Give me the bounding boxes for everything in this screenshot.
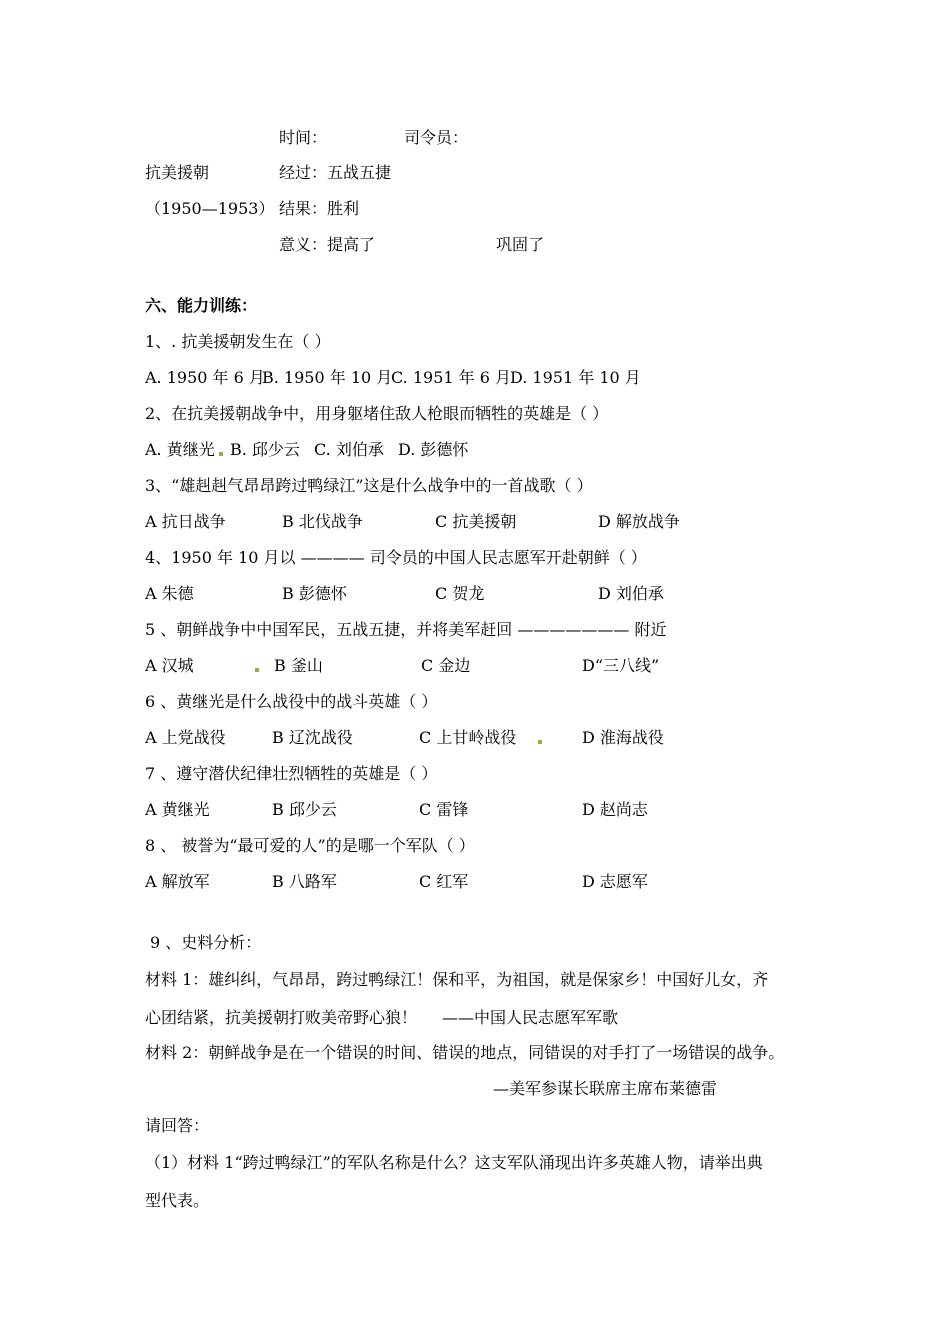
- question-9-1-line-1: （1）材料 1“跨过鸭绿江”的军队名称是什么？这支军队涌现出许多英雄人物，请举出典: [145, 1153, 763, 1172]
- stray-mark: [219, 452, 223, 456]
- q2-option-b: B. 邱少云: [230, 440, 300, 459]
- q1-option-d: D. 1951 年 10 月: [510, 368, 641, 387]
- topic-label: 抗美援朝: [145, 163, 210, 182]
- q7-option-d: D 赵尚志: [582, 800, 648, 819]
- q5-option-c: C 金边: [421, 656, 471, 675]
- answer-prompt: 请回答：: [145, 1116, 210, 1135]
- q4-option-a: A 朱德: [145, 584, 194, 603]
- question-3: 3、“雄赳赳气昂昂跨过鸭绿江”这是什么战争中的一首战歌（ ）: [145, 476, 593, 495]
- q1-option-a: A. 1950 年 6 月: [145, 368, 265, 387]
- material-1-line-1: 材料 1：雄纠纠，气昂昂，跨过鸭绿江！保和平，为祖国，就是保家乡！中国好儿女，齐: [145, 970, 769, 989]
- q7-option-c: C 雷锋: [419, 800, 469, 819]
- meaning-label-2: 巩固了: [496, 235, 545, 254]
- q1-option-b: B. 1950 年 10 月: [262, 368, 393, 387]
- q4-option-b: B 彭德怀: [282, 584, 347, 603]
- q5-option-a: A 汉城: [145, 656, 194, 675]
- years-label: （1950—1953）: [145, 199, 275, 218]
- material-2-line-1: 材料 2：朝鲜战争是在一个错误的时间、错误的地点，同错误的对手打了一场错误的战争。: [145, 1043, 785, 1062]
- q8-option-b: B 八路军: [272, 872, 337, 891]
- q3-option-a: A 抗日战争: [145, 512, 226, 531]
- analysis-title: 9 、史料分析：: [150, 933, 262, 952]
- q5-option-d: D“三八线”: [582, 656, 660, 675]
- q6-option-d: D 淮海战役: [582, 728, 664, 747]
- q4-option-d: D 刘伯承: [598, 584, 664, 603]
- stray-mark: [255, 668, 259, 672]
- material-2-source: —美军参谋长联席主席布莱德雷: [493, 1079, 718, 1098]
- section-title: 六、能力训练：: [145, 296, 258, 315]
- q6-option-c: C 上甘岭战役: [419, 728, 517, 747]
- q2-option-c: C. 刘伯承: [314, 440, 384, 459]
- q1-option-c: C. 1951 年 6 月: [391, 368, 512, 387]
- commander-label: 司令员：: [404, 128, 469, 147]
- q6-option-a: A 上党战役: [145, 728, 226, 747]
- question-6: 6 、黄继光是什么战役中的战斗英雄（ ）: [145, 692, 438, 711]
- q8-option-d: D 志愿军: [582, 872, 648, 891]
- result-label: 结果：胜利: [279, 199, 360, 218]
- q7-option-b: B 邱少云: [272, 800, 337, 819]
- q3-option-d: D 解放战争: [598, 512, 680, 531]
- stray-mark: [538, 740, 542, 744]
- q4-option-c: C 贺龙: [435, 584, 485, 603]
- material-1-source: ——中国人民志愿军军歌: [442, 1008, 619, 1027]
- question-1: 1、. 抗美援朝发生在（ ）: [145, 332, 331, 351]
- question-9-1-line-2: 型代表。: [145, 1191, 210, 1210]
- question-5: 5 、朝鲜战争中中国军民，五战五捷，并将美军赶回 ——————— 附近: [145, 620, 667, 639]
- q2-option-a: A. 黄继光: [145, 440, 215, 459]
- process-label: 经过：五战五捷: [279, 163, 392, 182]
- question-7: 7 、遵守潜伏纪律壮烈牺牲的英雄是（ ）: [145, 764, 438, 783]
- material-1-line-2: 心团结紧，抗美援朝打败美帝野心狼！: [145, 1008, 418, 1027]
- q5-option-b: B 釜山: [274, 656, 323, 675]
- q6-option-b: B 辽沈战役: [272, 728, 353, 747]
- time-label: 时间：: [279, 128, 328, 147]
- q8-option-a: A 解放军: [145, 872, 210, 891]
- q3-option-b: B 北伐战争: [282, 512, 363, 531]
- q2-option-d: D. 彭德怀: [398, 440, 469, 459]
- question-8: 8 、 被誉为“最可爱的人”的是哪一个军队（ ）: [145, 836, 475, 855]
- question-4: 4、1950 年 10 月以 ———— 司令员的中国人民志愿军开赴朝鲜（ ）: [145, 548, 647, 567]
- q3-option-c: C 抗美援朝: [435, 512, 517, 531]
- question-2: 2、在抗美援朝战争中，用身躯堵住敌人枪眼而牺牲的英雄是（ ）: [145, 404, 609, 423]
- q8-option-c: C 红军: [419, 872, 469, 891]
- meaning-label: 意义：提高了: [279, 235, 376, 254]
- q7-option-a: A 黄继光: [145, 800, 210, 819]
